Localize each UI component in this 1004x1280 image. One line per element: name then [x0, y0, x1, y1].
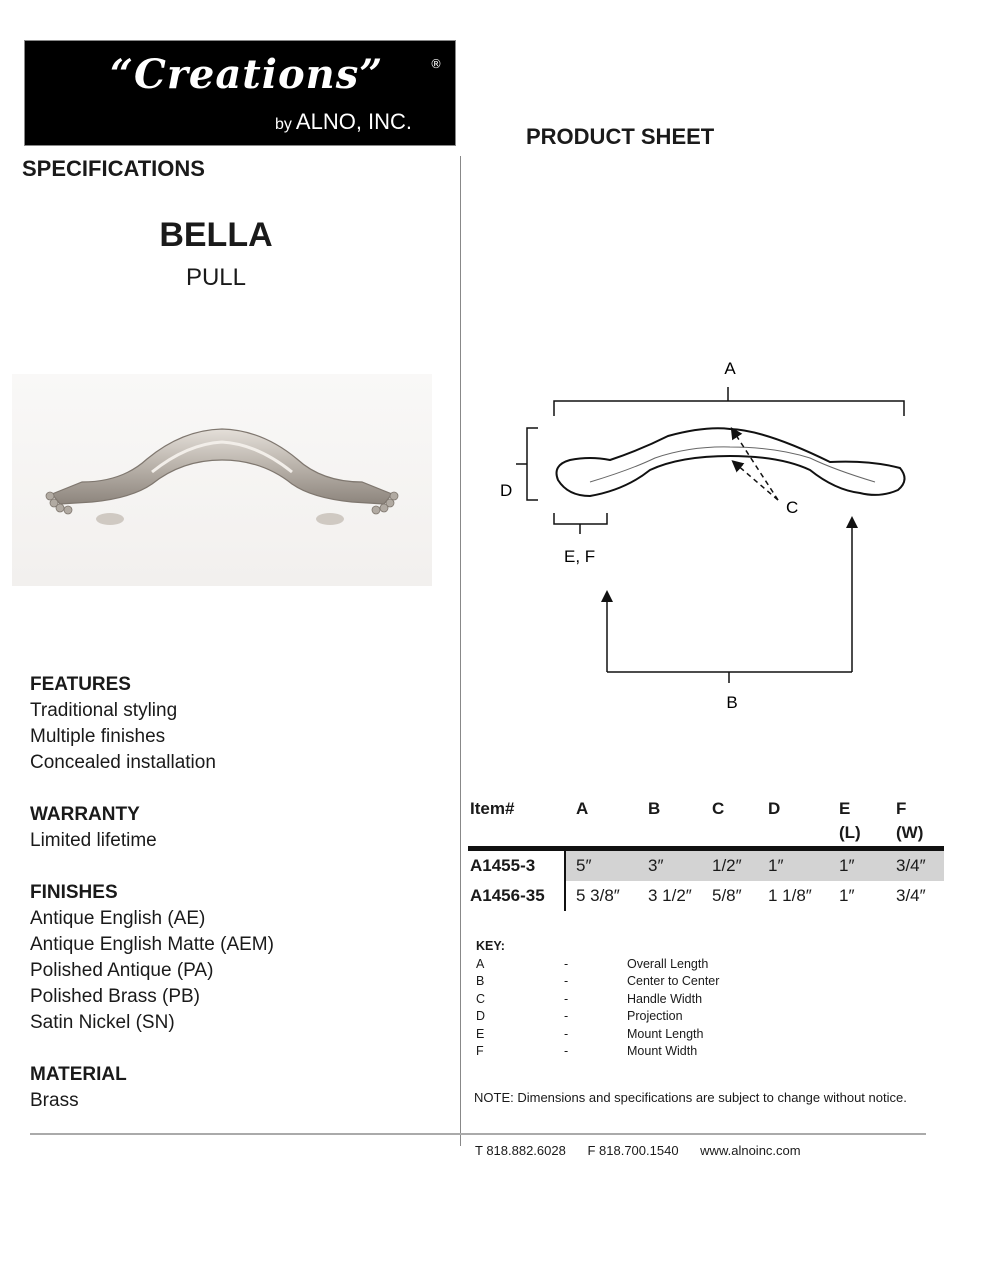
- cell-e: 1″: [839, 886, 855, 905]
- contact-info: [475, 1143, 819, 1158]
- cell-b: 3 1/2″: [648, 886, 692, 905]
- cell-d: 1 1/8″: [768, 886, 812, 905]
- item-column-rule: [564, 851, 566, 911]
- warranty-title: WARRANTY: [30, 804, 140, 825]
- key-row: D - Projection: [476, 1009, 683, 1023]
- logo-by: by: [275, 116, 292, 133]
- key-title: KEY:: [476, 939, 505, 953]
- specifications-title: SPECIFICATIONS: [22, 156, 205, 181]
- key-row: E - Mount Length: [476, 1026, 704, 1041]
- header-e: E: [839, 799, 851, 818]
- material-section: [30, 1062, 127, 1114]
- cell-c: 1/2″: [712, 856, 742, 875]
- label-a: A: [724, 359, 736, 378]
- cell-e: 1″: [839, 856, 855, 875]
- header-f: F: [896, 799, 907, 818]
- logo-script: “Creations”: [110, 51, 384, 98]
- finish-item: Polished Brass (PB): [30, 986, 201, 1007]
- header-c: C: [712, 799, 725, 818]
- key-row: C - Handle Width: [476, 991, 703, 1006]
- features-section: [30, 672, 216, 776]
- finish-item: Satin Nickel (SN): [30, 1012, 175, 1033]
- table-row: [468, 851, 944, 881]
- header-d: D: [768, 799, 781, 818]
- cell-a: 5″: [576, 856, 592, 875]
- dimension-key: [476, 938, 776, 1061]
- feature-item: Concealed installation: [30, 752, 216, 773]
- table-row: [468, 881, 944, 911]
- logo-company: [275, 109, 412, 135]
- cell-b: 3″: [648, 856, 664, 875]
- warranty-section: [30, 802, 157, 854]
- key-row: F - Mount Width: [476, 1044, 698, 1058]
- header-a: A: [576, 799, 589, 818]
- header-item: Item#: [470, 799, 515, 818]
- cell-f: 3/4″: [896, 886, 926, 905]
- cell-c: 5/8″: [712, 886, 742, 905]
- table-header: [468, 798, 944, 846]
- dimension-diagram: [490, 350, 930, 720]
- registered-mark: ®: [430, 57, 442, 71]
- material-title: MATERIAL: [30, 1064, 127, 1085]
- cell-item: A1455-3: [470, 856, 536, 875]
- footer-rule: [30, 1133, 926, 1135]
- header-b: B: [648, 799, 661, 818]
- features-title: FEATURES: [30, 674, 131, 695]
- warranty-item: Limited lifetime: [30, 830, 157, 851]
- dimensions-table: [468, 798, 944, 911]
- website-link[interactable]: www.alnoinc.com: [700, 1143, 801, 1158]
- label-ef: E, F: [564, 547, 596, 566]
- brand-logo: [24, 40, 456, 146]
- key-row: B - Center to Center: [476, 974, 720, 988]
- feature-item: Traditional styling: [30, 700, 178, 721]
- fax-number: F 818.700.1540: [587, 1143, 679, 1158]
- cell-d: 1″: [768, 856, 784, 875]
- cell-item: A1456-35: [470, 886, 545, 905]
- header-f-sub: (W): [896, 823, 924, 842]
- product-type: PULL: [185, 264, 247, 291]
- header-e-sub: (L): [839, 823, 861, 842]
- finish-item: Polished Antique (PA): [30, 960, 214, 981]
- finishes-title: FINISHES: [30, 882, 118, 903]
- label-d: D: [500, 481, 513, 500]
- finishes-section: [30, 880, 274, 1036]
- product-name: BELLA: [159, 216, 273, 254]
- material-item: Brass: [30, 1090, 79, 1111]
- disclaimer-note: NOTE: Dimensions and specifications are subject to change without notice.: [474, 1090, 907, 1105]
- feature-item: Multiple finishes: [30, 726, 166, 747]
- finish-item: Antique English Matte (AEM): [30, 934, 274, 955]
- label-b: B: [726, 693, 738, 712]
- cell-a: 5 3/8″: [576, 886, 620, 905]
- column-divider: [460, 156, 461, 1146]
- phone-number: T 818.882.6028: [475, 1143, 566, 1158]
- logo-company-name: ALNO, INC.: [295, 109, 413, 134]
- product-photo: [12, 374, 432, 586]
- label-c: C: [786, 498, 799, 517]
- key-row: A - Overall Length: [476, 956, 709, 971]
- finish-item: Antique English (AE): [30, 908, 206, 929]
- cell-f: 3/4″: [896, 856, 926, 875]
- product-sheet-title: PRODUCT SHEET: [526, 124, 715, 149]
- row-shading: [566, 851, 944, 881]
